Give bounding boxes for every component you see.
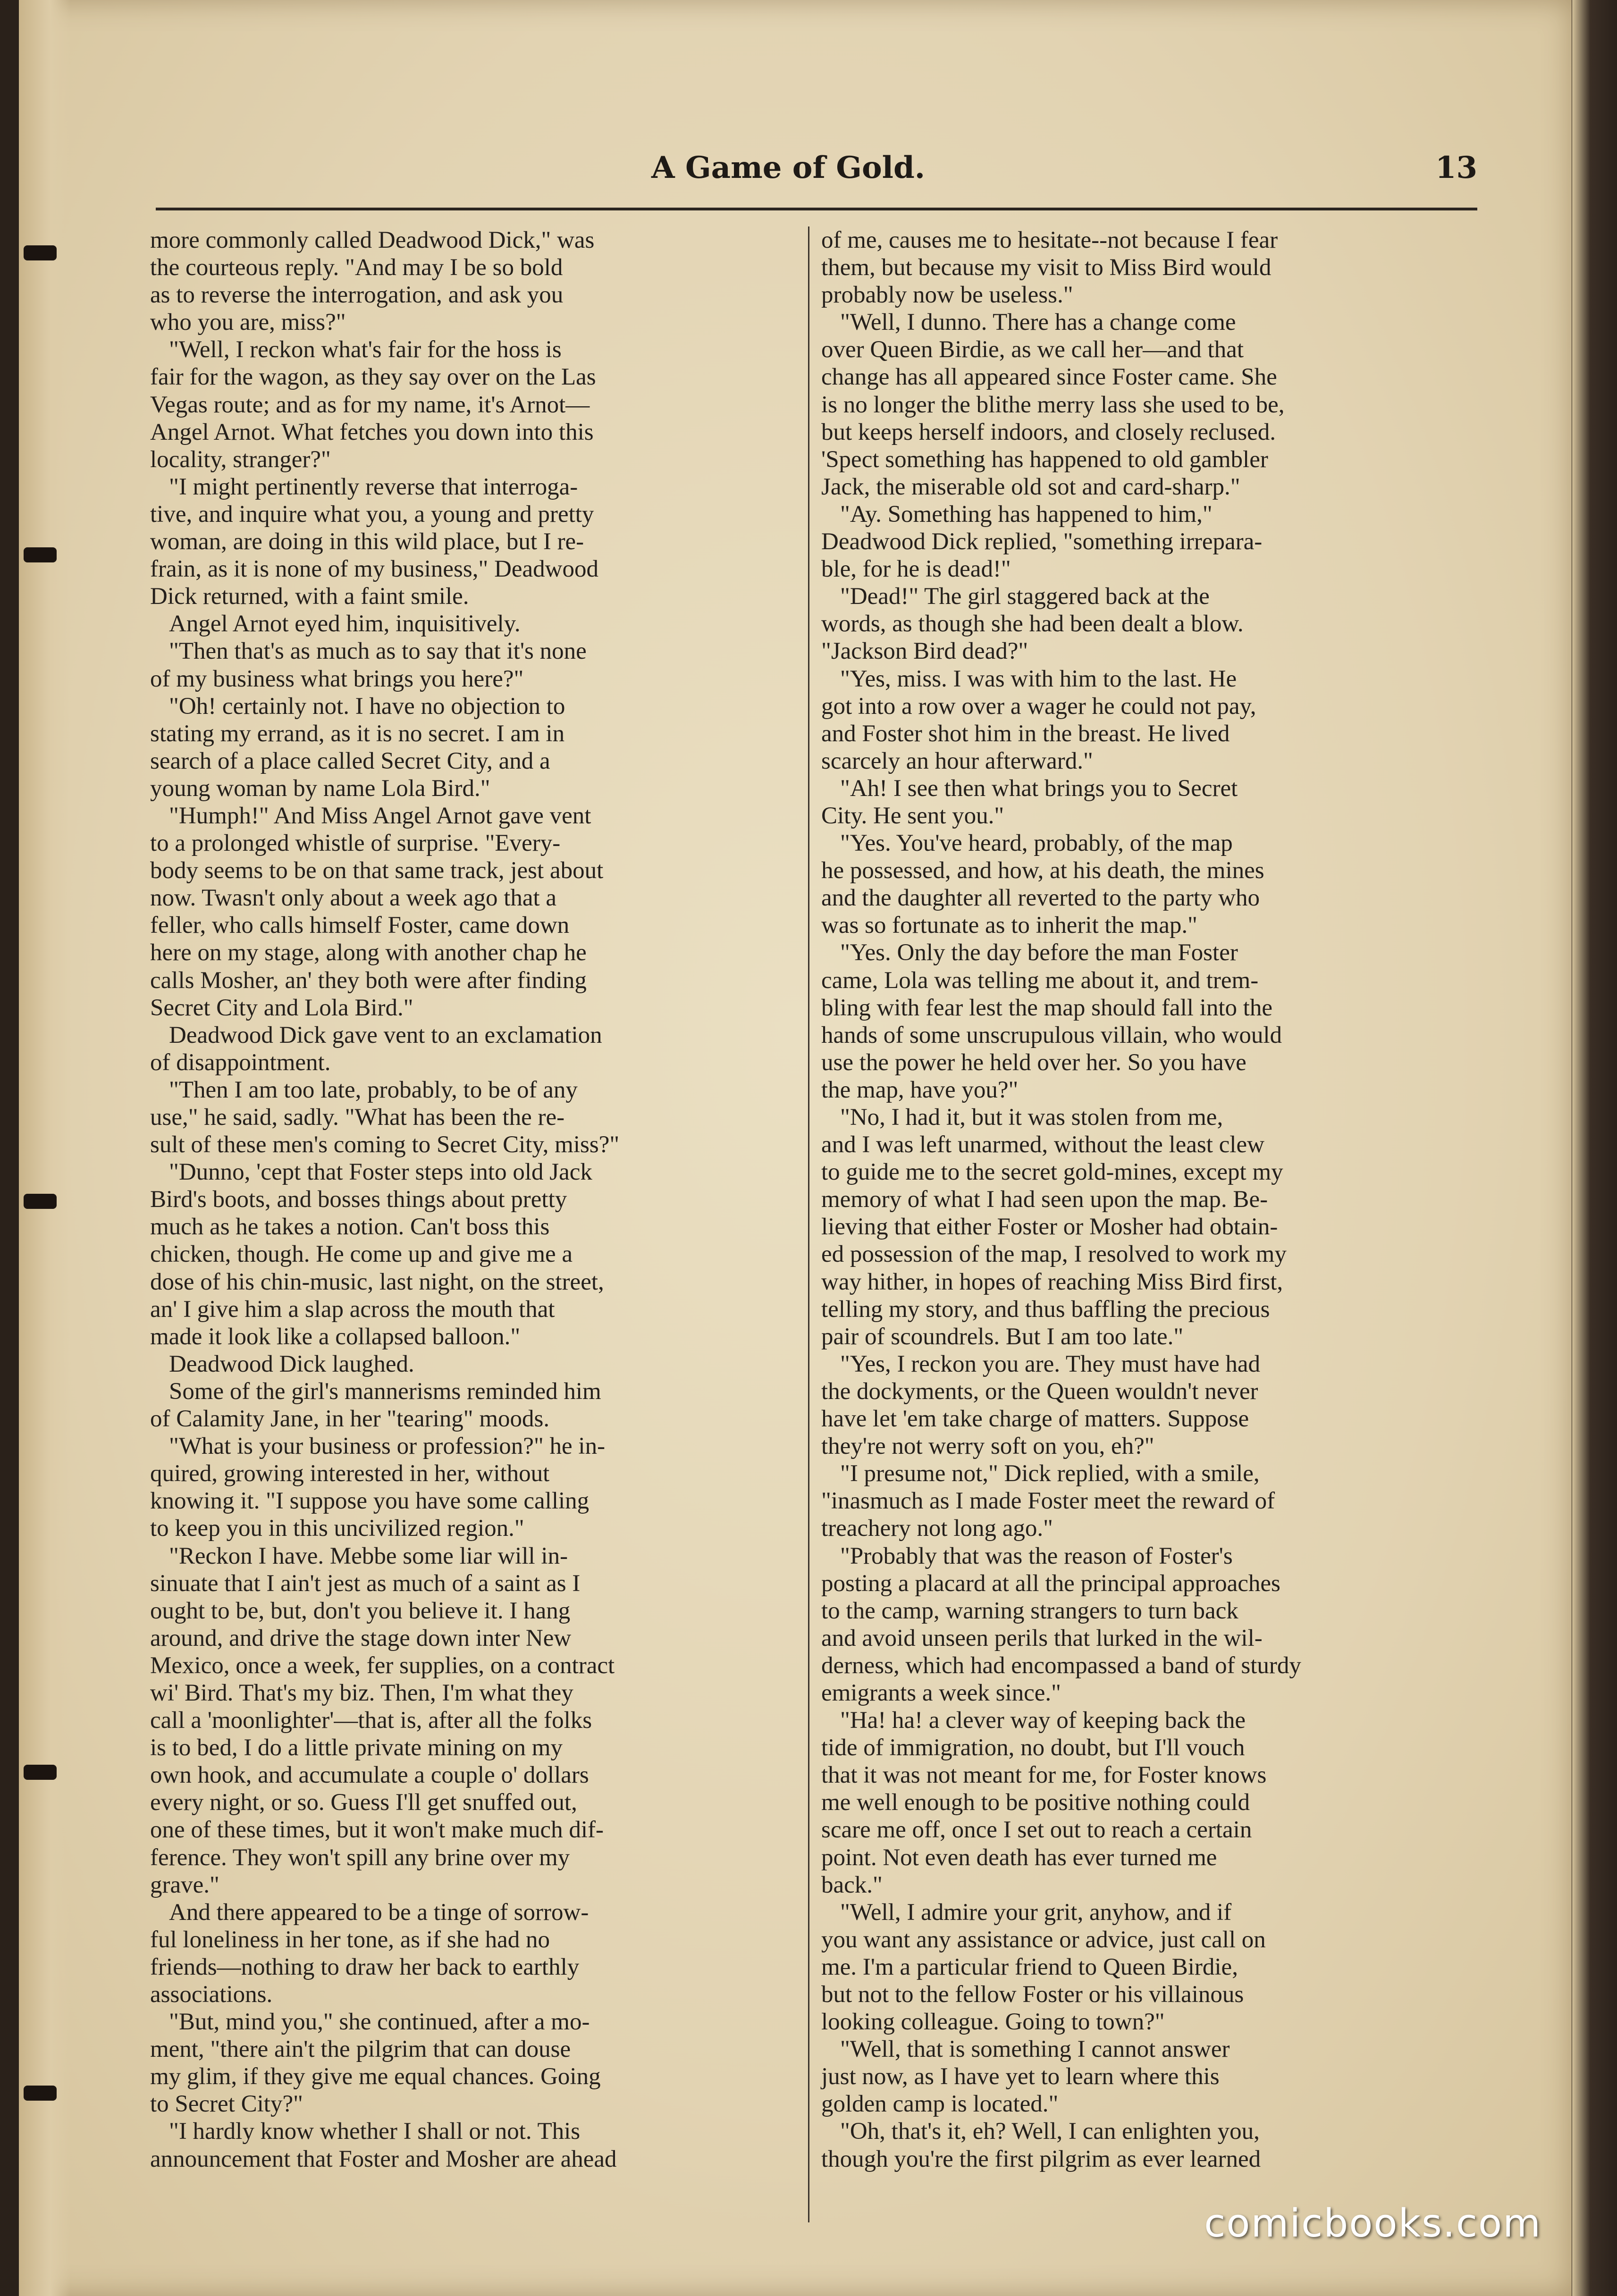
paragraph: "Ay. Something has happened to him," Deadwood Dick replied, "something irrepara- ble, for he is dead!" xyxy=(821,501,1263,583)
page-binding xyxy=(19,0,71,2296)
paragraph: more commonly called Deadwood Dick," was the courteous reply. "And may I be so bold as to reverse the interrogation, and ask you who you are, miss?" xyxy=(150,227,595,336)
paragraph: "Oh, that's it, eh? Well, I can enlighten you, though you're the first pilgrim as ever learned xyxy=(821,2118,1261,2172)
binding-stitch xyxy=(24,1765,57,1780)
paragraph: "Well, I dunno. There has a change come over Queen Birdie, as we call her—and that change has all appeared since Foster came. She is no longer the blithe merry lass she used to be, but keeps herself indoors, and closely reclused. 'Spect something has happened to old gambler Jack, the miserable old sot and card-sharp." xyxy=(821,309,1285,500)
paragraph: "Dead!" The girl staggered back at the words, as though she had been dealt a blow. "Jackson Bird dead?" xyxy=(821,583,1244,665)
right-column xyxy=(821,226,1465,2173)
paragraph: "No, I had it, but it was stolen from me, and I was left unarmed, without the least clew to guide me to the secret gold-mines, except my memory of what I had seen upon the map. Be- lieving that either Foster or Mosher had obtain- ed possession of the map, I resolved to work my way hither, in hopes of reaching Miss Bird first, telling my story, and thus baffling the precious pair of scoundrels. But I am too late." xyxy=(821,1104,1287,1350)
paragraph: "Then I am too late, probably, to be of any use," he said, sadly. "What has been the re- sult of these men's coming to Secret City, miss?" xyxy=(150,1076,620,1158)
running-title: A Game of Gold. xyxy=(651,150,925,185)
paragraph: Some of the girl's mannerisms reminded him of Calamity Jane, in her "tearing" moods. xyxy=(150,1378,601,1433)
paragraph: Angel Arnot eyed him, inquisitively. xyxy=(169,611,521,637)
left-column xyxy=(150,226,794,2173)
paragraph: "I might pertinently reverse that interroga- tive, and inquire what you, a young and pretty woman, are doing in this wild place, but I re- frain, as it is none of my business," Deadwood Dick returned, with a faint smile. xyxy=(150,473,598,610)
paragraph: "Well, that is something I cannot answer just now, as I have yet to learn where this golden camp is located." xyxy=(821,2036,1230,2118)
binding-stitch xyxy=(24,1194,57,1209)
paragraph: "Ah! I see then what brings you to Secret City. He sent you." xyxy=(821,775,1238,829)
paragraph: of me, causes me to hesitate--not because I fear them, but because my visit to Miss Bird would probably now be useless." xyxy=(821,227,1278,309)
paragraph: "What is your business or profession?" he in- quired, growing interested in her, without knowing it. "I suppose you have some calling to keep you in this uncivilized region." xyxy=(150,1433,606,1542)
page-header xyxy=(156,142,1477,198)
binding-stitch xyxy=(24,2086,57,2101)
paragraph: "I presume not," Dick replied, with a smile, "inasmuch as I made Foster meet the reward of treachery not long ago." xyxy=(821,1460,1275,1542)
paragraph: "Well, I admire your grit, anyhow, and if you want any assistance or advice, just call on me. I'm a particular friend to Queen Birdie, but not to the fellow Foster or his villainous looking colleague. Going to town?" xyxy=(821,1899,1266,2036)
paragraph: Deadwood Dick laughed. xyxy=(169,1350,414,1377)
column-divider xyxy=(808,226,809,2222)
watermark-text: comicbooks.com xyxy=(1204,2201,1541,2246)
paragraph: "Dunno, 'cept that Foster steps into old Jack Bird's boots, and bosses things about pretty much as he takes a notion. Can't boss this chicken, though. He come up and give me a dose of his chin-music, last night, on the street, an' I give him a slap across the mouth that made it look like a collapsed balloon." xyxy=(150,1159,604,1350)
header-rule xyxy=(156,208,1477,210)
paragraph: "Well, I reckon what's fair for the hoss is fair for the wagon, as they say over on the Las Vegas route; and as for my name, it's Arnot— Angel Arnot. What fetches you down into this locality, stranger?" xyxy=(150,336,596,473)
paragraph: And there appeared to be a tinge of sorrow- ful loneliness in her tone, as if she had no friends—nothing to draw her back to earthly associations. xyxy=(150,1899,589,2008)
paragraph: "Oh! certainly not. I have no objection to stating my errand, as it is no secret. I am in search of a place called Secret City, and a young woman by name Lola Bird." xyxy=(150,693,565,802)
paragraph: "Probably that was the reason of Foster's posting a placard at all the principal approaches to the camp, warning strangers to turn back and avoid unseen perils that lurked in the wil- derness, which had encompassed a band of sturdy emigrants a week since." xyxy=(821,1542,1301,1706)
paragraph: "I hardly know whether I shall or not. This announcement that Foster and Mosher are ahead xyxy=(150,2118,617,2172)
paragraph: "Humph!" And Miss Angel Arnot gave vent to a prolonged whistle of surprise. "Every- body seems to be on that same track, jest about now. Twasn't only about a week ago that a feller, who calls himself Foster, came down here on my stage, along with another chap he calls Mosher, an' they both were after finding Secret City and Lola Bird." xyxy=(150,802,604,1021)
page-number: 13 xyxy=(1435,150,1477,185)
paragraph: "Yes. You've heard, probably, of the map he possessed, and how, at his death, the mines and the daughter all reverted to the party who was so fortunate as to inherit the map." xyxy=(821,830,1264,939)
binding-stitch xyxy=(24,547,57,562)
paragraph: "Yes, I reckon you are. They must have had the dockyments, or the Queen wouldn't never have let 'em take charge of matters. Suppose they're not werry soft on you, eh?" xyxy=(821,1350,1260,1460)
paragraph: Deadwood Dick gave vent to an exclamation of disappointment. xyxy=(150,1022,602,1076)
paragraph: "Yes. Only the day before the man Foster came, Lola was telling me about it, and trem- bling with fear lest the map should fall into the hands of some unscrupulous villain, who would use the power he held over her. So you have the map, have you?" xyxy=(821,939,1282,1103)
paragraph: "Reckon I have. Mebbe some liar will in- sinuate that I ain't jest as much of a saint as I ought to be, but, don't you believe it. I hang around, and drive the stage down inter New Mexico, once a week, fer supplies, on a contract wi' Bird. That's my biz. Then, I'm what they call a 'moonlighter'—that is, after all the folks is to bed, I do a little private mining on my own hook, and accumulate a couple o' dollars every night, or so. Guess I'll get snuffed out, one of these times, but it won't make much dif- ference. They won't spill any brine over my grave." xyxy=(150,1542,615,1898)
paragraph: "But, mind you," she continued, after a mo- ment, "there ain't the pilgrim that can douse my glim, if they give me equal chances. Going to Secret City?" xyxy=(150,2009,601,2118)
paragraph: "Yes, miss. I was with him to the last. He got into a row over a wager he could not pay, and Foster shot him in the breast. He lived scarcely an hour afterward." xyxy=(821,665,1256,774)
paragraph: "Then that's as much as to say that it's none of my business what brings you here?" xyxy=(150,638,587,692)
page-edge-shadow xyxy=(1572,0,1617,2296)
binding-stitch xyxy=(24,245,57,260)
paragraph: "Ha! ha! a clever way of keeping back the tide of immigration, no doubt, but I'll vouch that it was not meant for me, for Foster knows me well enough to be positive nothing could scare me off, once I set out to reach a certain point. Not even death has ever turned me back." xyxy=(821,1707,1267,1898)
